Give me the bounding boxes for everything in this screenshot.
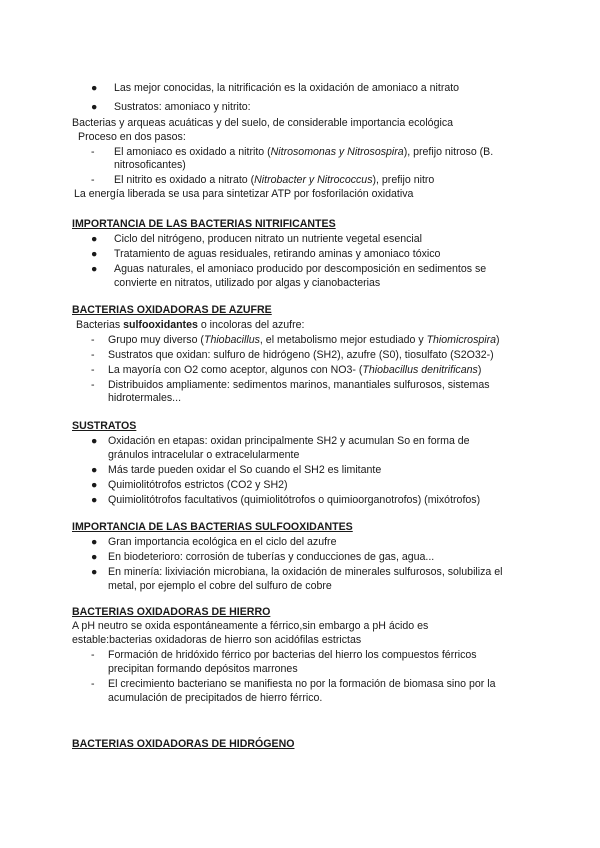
hierro-dash-1: Formación de hridóxido férrico por bacterias del hierro los compuestos férricos xyxy=(108,649,477,661)
intro-dash-2: El nitrito es oxidado a nitrato (Nitrobacter y Nitrococcus), prefijo nitro xyxy=(114,174,435,186)
hierro-dash-2: El crecimiento bacteriano se manifiesta no por la formación de biomasa sino por la xyxy=(108,678,496,690)
azufre-paragraph: Bacterias sulfooxidantes o incoloras del azufre: xyxy=(76,319,305,331)
sustratos-bullet-3: Quimiolitótrofos estrictos (CO2 y SH2) xyxy=(108,479,288,491)
hierro-dash-2-cont: acumulación de precipitados de hierro férrico. xyxy=(108,692,323,704)
hierro-paragraph: A pH neutro se oxida espontáneamente a férrico,sin embargo a pH ácido es xyxy=(72,620,429,632)
intro-bullet-2: Sustratos: amoniaco y nitrito: xyxy=(114,101,251,113)
hierro-paragraph-cont: estable:bacterias oxidadoras de hierro son acidófilas estrictas xyxy=(72,634,362,646)
intro-paragraph-2: Proceso en dos pasos: xyxy=(78,131,186,143)
bullet-icon: ● xyxy=(91,101,98,113)
azufre-dash-1: Grupo muy diverso (Thiobacillus, el metabolismo mejor estudiado y Thiomicrospira) xyxy=(108,334,500,346)
azufre-dash-4: Distribuidos ampliamente: sedimentos marinos, manantiales sulfurosos, sistemas xyxy=(108,379,490,391)
dash-icon: - xyxy=(91,174,95,186)
sustratos-bullet-1-cont: gránulos intracelular o extracelularmente xyxy=(108,449,300,461)
heading-hidrogeno: BACTERIAS OXIDADORAS DE HIDRÓGENO xyxy=(72,738,295,750)
dash-icon: - xyxy=(91,649,95,661)
sustratos-bullet-2: Más tarde pueden oxidar el So cuando el SH2 es limitante xyxy=(108,464,382,476)
nitrificantes-bullet-2: Tratamiento de aguas residuales, retirando aminas y amoniaco tóxico xyxy=(114,248,441,260)
bullet-icon: ● xyxy=(91,494,98,506)
intro-bullet-1: Las mejor conocidas, la nitrificación es la oxidación de amoniaco a nitrato xyxy=(114,82,460,94)
azufre-dash-4-cont: hidrotermales... xyxy=(108,392,182,404)
dash-icon: - xyxy=(91,146,95,158)
sulfooxidantes-bullet-2: En biodeterioro: corrosión de tuberías y conducciones de gas, agua... xyxy=(108,551,435,563)
azufre-dash-2: Sustratos que oxidan: sulfuro de hidrógeno (SH2), azufre (S0), tiosulfato (S2O32-) xyxy=(108,349,494,361)
dash-icon: - xyxy=(91,334,95,346)
azufre-dash-3: La mayoría con O2 como aceptor, algunos con NO3- (Thiobacillus denitrificans) xyxy=(108,364,482,376)
bullet-icon: ● xyxy=(91,536,98,548)
heading-nitrificantes: IMPORTANCIA DE LAS BACTERIAS NITRIFICANTES xyxy=(72,218,336,230)
heading-hierro: BACTERIAS OXIDADORAS DE HIERRO xyxy=(72,606,271,618)
bullet-icon: ● xyxy=(91,464,98,476)
sustratos-bullet-4: Quimiolitótrofos facultativos (quimiolitótrofos o quimioorganotrofos) (mixótrofos) xyxy=(108,494,481,506)
bullet-icon: ● xyxy=(91,233,98,245)
hierro-dash-1-cont: precipitan formando depósitos marrones xyxy=(108,663,298,675)
dash-icon: - xyxy=(91,349,95,361)
intro-paragraph-3: La energía liberada se usa para sintetizar ATP por fosforilación oxidativa xyxy=(74,188,414,200)
bullet-icon: ● xyxy=(91,435,98,447)
bullet-icon: ● xyxy=(91,263,98,275)
nitrificantes-bullet-3: Aguas naturales, el amoniaco producido por descomposición en sedimentos se xyxy=(114,263,487,275)
bullet-icon: ● xyxy=(91,82,98,94)
sulfooxidantes-bullet-1: Gran importancia ecológica en el ciclo del azufre xyxy=(108,536,337,548)
sulfooxidantes-bullet-3-cont: metal, por ejemplo el cobre del sulfuro de cobre xyxy=(108,580,332,592)
bullet-icon: ● xyxy=(91,479,98,491)
bullet-icon: ● xyxy=(91,248,98,260)
heading-sustratos: SUSTRATOS xyxy=(72,420,137,432)
intro-dash-1: El amoniaco es oxidado a nitrito (Nitrosomonas y Nitrosospira), prefijo nitroso (B. xyxy=(114,146,494,158)
sustratos-bullet-1: Oxidación en etapas: oxidan principalmente SH2 y acumulan So en forma de xyxy=(108,435,470,447)
heading-sulfooxidantes: IMPORTANCIA DE LAS BACTERIAS SULFOOXIDANTES xyxy=(72,521,353,533)
intro-paragraph-1: Bacterias y arqueas acuáticas y del suelo, de considerable importancia ecológica xyxy=(72,117,454,129)
intro-dash-1-cont: nitrosoficantes) xyxy=(114,159,186,171)
dash-icon: - xyxy=(91,379,95,391)
nitrificantes-bullet-3-cont: convierte en nitratos, utilizado por algas y cianobacterias xyxy=(114,277,381,289)
dash-icon: - xyxy=(91,364,95,376)
heading-azufre: BACTERIAS OXIDADORAS DE AZUFRE xyxy=(72,304,272,316)
dash-icon: - xyxy=(91,678,95,690)
bullet-icon: ● xyxy=(91,566,98,578)
nitrificantes-bullet-1: Ciclo del nitrógeno, producen nitrato un nutriente vegetal esencial xyxy=(114,233,423,245)
sulfooxidantes-bullet-3: En minería: lixiviación microbiana, la oxidación de minerales sulfurosos, solubiliza el xyxy=(108,566,503,578)
bullet-icon: ● xyxy=(91,551,98,563)
